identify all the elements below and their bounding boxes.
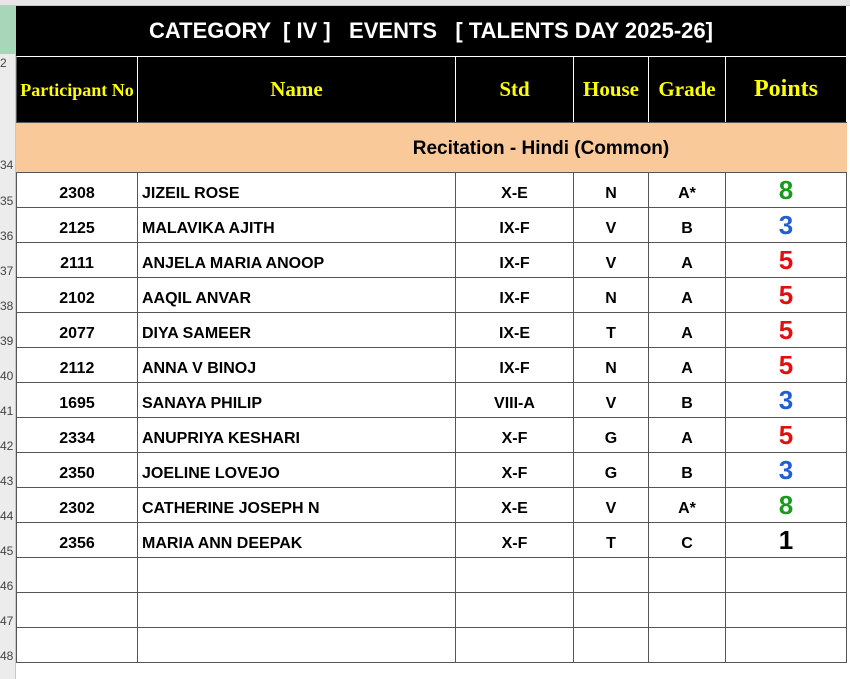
table-row <box>16 628 847 663</box>
cell-grade[interactable] <box>649 593 726 628</box>
table-row <box>16 523 847 558</box>
table-row <box>16 418 847 453</box>
row-number[interactable]: 41 <box>0 404 14 418</box>
cell-grade[interactable]: A <box>649 313 726 348</box>
cell-name[interactable]: ANJELA MARIA ANOOP <box>138 243 456 278</box>
cell-name[interactable]: JIZEIL ROSE <box>138 173 456 208</box>
table-row <box>16 173 847 208</box>
cell-grade[interactable]: C <box>649 523 726 558</box>
cell-participant-no[interactable]: 2111 <box>16 243 138 278</box>
cell-house[interactable]: V <box>574 208 649 243</box>
cell-participant-no[interactable]: 2356 <box>16 523 138 558</box>
cell-std[interactable] <box>456 593 574 628</box>
cell-house[interactable] <box>574 593 649 628</box>
cell-participant-no[interactable] <box>16 593 138 628</box>
cell-name[interactable]: MARIA ANN DEEPAK <box>138 523 456 558</box>
cell-name[interactable]: MALAVIKA AJITH <box>138 208 456 243</box>
cell-std[interactable] <box>456 628 574 663</box>
cell-grade[interactable]: A <box>649 243 726 278</box>
cell-grade[interactable]: B <box>649 453 726 488</box>
cell-participant-no[interactable]: 2112 <box>16 348 138 383</box>
row-number[interactable]: 38 <box>0 299 14 313</box>
row-number[interactable]: 46 <box>0 579 14 593</box>
cell-house[interactable]: G <box>574 453 649 488</box>
cell-house[interactable]: T <box>574 523 649 558</box>
cell-participant-no[interactable] <box>16 628 138 663</box>
section-title: Recitation - Hindi (Common) <box>412 137 670 159</box>
table-row <box>16 243 847 278</box>
header-points[interactable]: Points <box>726 56 847 122</box>
row-number[interactable]: 44 <box>0 509 14 523</box>
cell-std[interactable] <box>456 558 574 593</box>
cell-points[interactable]: 3 <box>726 383 847 418</box>
cell-participant-no[interactable] <box>16 558 138 593</box>
row-number[interactable]: 35 <box>0 194 14 208</box>
table-row <box>16 348 847 383</box>
cell-house[interactable]: V <box>574 488 649 523</box>
cell-participant-no[interactable]: 2308 <box>16 173 138 208</box>
cell-grade[interactable]: A <box>649 418 726 453</box>
cell-grade[interactable]: B <box>649 208 726 243</box>
cell-house[interactable] <box>574 558 649 593</box>
cell-points[interactable]: 5 <box>726 418 847 453</box>
row-number[interactable]: 37 <box>0 264 14 278</box>
cell-house[interactable]: V <box>574 383 649 418</box>
row-number[interactable]: 34 <box>0 158 14 172</box>
cell-participant-no[interactable]: 2125 <box>16 208 138 243</box>
cell-points[interactable]: 8 <box>726 488 847 523</box>
cell-points[interactable] <box>726 628 847 663</box>
cell-house[interactable]: N <box>574 278 649 313</box>
table-row <box>16 208 847 243</box>
cell-points[interactable]: 5 <box>726 313 847 348</box>
cell-participant-no[interactable]: 2350 <box>16 453 138 488</box>
cell-house[interactable]: G <box>574 418 649 453</box>
header-std[interactable]: Std <box>456 56 574 122</box>
cell-name[interactable]: DIYA SAMEER <box>138 313 456 348</box>
cell-points[interactable]: 1 <box>726 523 847 558</box>
cell-points[interactable]: 3 <box>726 208 847 243</box>
cell-points[interactable]: 8 <box>726 173 847 208</box>
cell-grade[interactable] <box>649 628 726 663</box>
cell-points[interactable]: 5 <box>726 278 847 313</box>
table-row <box>16 313 847 348</box>
cell-std[interactable]: IX-F <box>456 243 574 278</box>
cell-std[interactable]: X-F <box>456 453 574 488</box>
cell-name[interactable]: JOELINE LOVEJO <box>138 453 456 488</box>
table-row <box>16 278 847 313</box>
cell-grade[interactable] <box>649 558 726 593</box>
row-number[interactable]: 48 <box>0 649 14 663</box>
cell-points[interactable]: 3 <box>726 453 847 488</box>
section-row[interactable] <box>16 122 847 173</box>
cell-participant-no[interactable]: 2102 <box>16 278 138 313</box>
cell-name[interactable] <box>138 628 456 663</box>
cell-points[interactable]: 5 <box>726 243 847 278</box>
header-participant-no[interactable]: Participant No <box>16 56 138 122</box>
header-house[interactable]: House <box>574 56 649 122</box>
cell-participant-no[interactable]: 2334 <box>16 418 138 453</box>
table-row <box>16 453 847 488</box>
table-row <box>16 593 847 628</box>
cell-grade[interactable]: B <box>649 383 726 418</box>
cell-name[interactable]: AAQIL ANVAR <box>138 278 456 313</box>
cell-grade[interactable]: A* <box>649 488 726 523</box>
cell-participant-no[interactable]: 1695 <box>16 383 138 418</box>
cell-house[interactable]: T <box>574 313 649 348</box>
cell-name[interactable]: ANUPRIYA KESHARI <box>138 418 456 453</box>
table-row <box>16 383 847 418</box>
row-number[interactable]: 42 <box>0 439 14 453</box>
table-row <box>16 558 847 593</box>
row-number[interactable]: 40 <box>0 369 14 383</box>
cell-house[interactable] <box>574 628 649 663</box>
cell-points[interactable] <box>726 558 847 593</box>
cell-std[interactable]: X-F <box>456 418 574 453</box>
cell-points[interactable] <box>726 593 847 628</box>
cell-std[interactable]: IX-E <box>456 313 574 348</box>
cell-grade[interactable]: A <box>649 278 726 313</box>
cell-name[interactable] <box>138 593 456 628</box>
cell-name[interactable]: CATHERINE JOSEPH N <box>138 488 456 523</box>
row-number[interactable]: 47 <box>0 614 14 628</box>
header-grade[interactable]: Grade <box>649 56 726 122</box>
cell-points[interactable]: 5 <box>726 348 847 383</box>
cell-grade[interactable]: A* <box>649 173 726 208</box>
row-number[interactable]: 36 <box>0 229 14 243</box>
header-name[interactable]: Name <box>138 56 456 122</box>
row-number[interactable]: 2 <box>0 56 7 70</box>
cell-name[interactable]: SANAYA PHILIP <box>138 383 456 418</box>
cell-house[interactable]: N <box>574 348 649 383</box>
cell-house[interactable]: V <box>574 243 649 278</box>
cell-house[interactable]: N <box>574 173 649 208</box>
header-row <box>16 56 847 122</box>
cell-std[interactable]: IX-F <box>456 348 574 383</box>
cell-std[interactable]: VIII-A <box>456 383 574 418</box>
cell-name[interactable] <box>138 558 456 593</box>
cell-std[interactable]: X-E <box>456 488 574 523</box>
cell-grade[interactable]: A <box>649 348 726 383</box>
row-header-selected <box>0 6 16 54</box>
sheet-title[interactable]: CATEGORY [ IV ] EVENTS [ TALENTS DAY 2025-26] <box>16 6 847 56</box>
cell-std[interactable]: X-F <box>456 523 574 558</box>
cell-std[interactable]: IX-F <box>456 208 574 243</box>
cell-std[interactable]: IX-F <box>456 278 574 313</box>
table-row <box>16 488 847 523</box>
row-number[interactable]: 45 <box>0 544 14 558</box>
cell-std[interactable]: X-E <box>456 173 574 208</box>
row-number[interactable]: 39 <box>0 334 14 348</box>
cell-participant-no[interactable]: 2077 <box>16 313 138 348</box>
row-number[interactable]: 43 <box>0 474 14 488</box>
cell-participant-no[interactable]: 2302 <box>16 488 138 523</box>
cell-name[interactable]: ANNA V BINOJ <box>138 348 456 383</box>
